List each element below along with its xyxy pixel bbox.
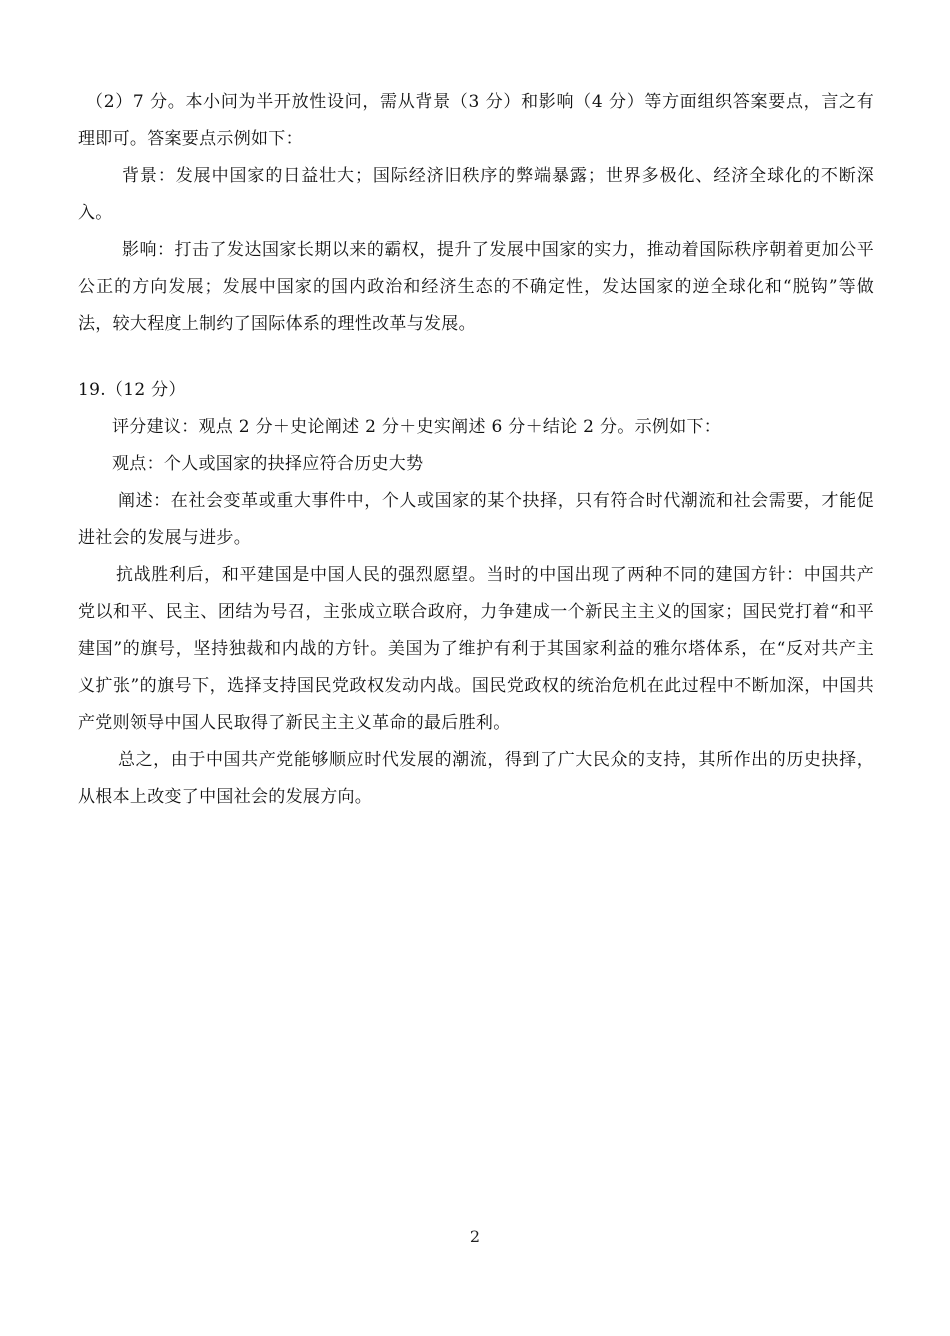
q18-part2-background: 背景：发展中国家的日益壮大；国际经济旧秩序的弊端暴露；世界多极化、经济全球化的不断深入。: [78, 166, 874, 223]
q19-conclusion: 总之，由于中国共产党能够顺应时代发展的潮流，得到了广大民众的支持，其所作出的历史抉择，从根本上改变了中国社会的发展方向。: [78, 750, 874, 807]
q18-part2-influence: 影响：打击了发达国家长期以来的霸权，提升了发展中国家的实力，推动着国际秩序朝着更加公平公正的方向发展；发展中国家的国内政治和经济生态的不确定性，发达国家的逆全球化和“脱钩”等做法，较大程度上制约了国际体系的理性改革与发展。: [78, 240, 874, 334]
q19-heading: 19.（12 分）: [78, 380, 186, 400]
q19-historical-facts: 抗战胜利后，和平建国是中国人民的强烈愿望。当时的中国出现了两种不同的建国方针：中国共产党以和平、民主、团结为号召，主张成立联合政府，力争建成一个新民主主义的国家；国民党打着“和平建国”的旗号，坚持独裁和内战的方针。美国为了维护有利于其国家利益的雅尔塔体系，在“反对共产主义扩张”的旗号下，选择支持国民党政权发动内战。国民党政权的统治危机在此过程中不断加深，中国共产党则领导中国人民取得了新民主主义革命的最后胜利。: [78, 565, 874, 733]
answer-page-body: [78, 84, 874, 816]
q19-elaboration: 阐述：在社会变革或重大事件中，个人或国家的某个抉择，只有符合时代潮流和社会需要，才能促进社会的发展与进步。: [78, 491, 874, 548]
q19-viewpoint: 观点：个人或国家的抉择应符合历史大势: [112, 454, 424, 474]
q19-scoring-note: 评分建议：观点 2 分＋史论阐述 2 分＋史实阐述 6 分＋结论 2 分。示例如下：: [112, 417, 722, 437]
page-number: 2: [469, 1227, 481, 1246]
q18-part2-intro: （2）7 分。本小问为半开放性设问，需从背景（3 分）和影响（4 分）等方面组织答案要点，言之有理即可。答案要点示例如下：: [78, 92, 874, 149]
